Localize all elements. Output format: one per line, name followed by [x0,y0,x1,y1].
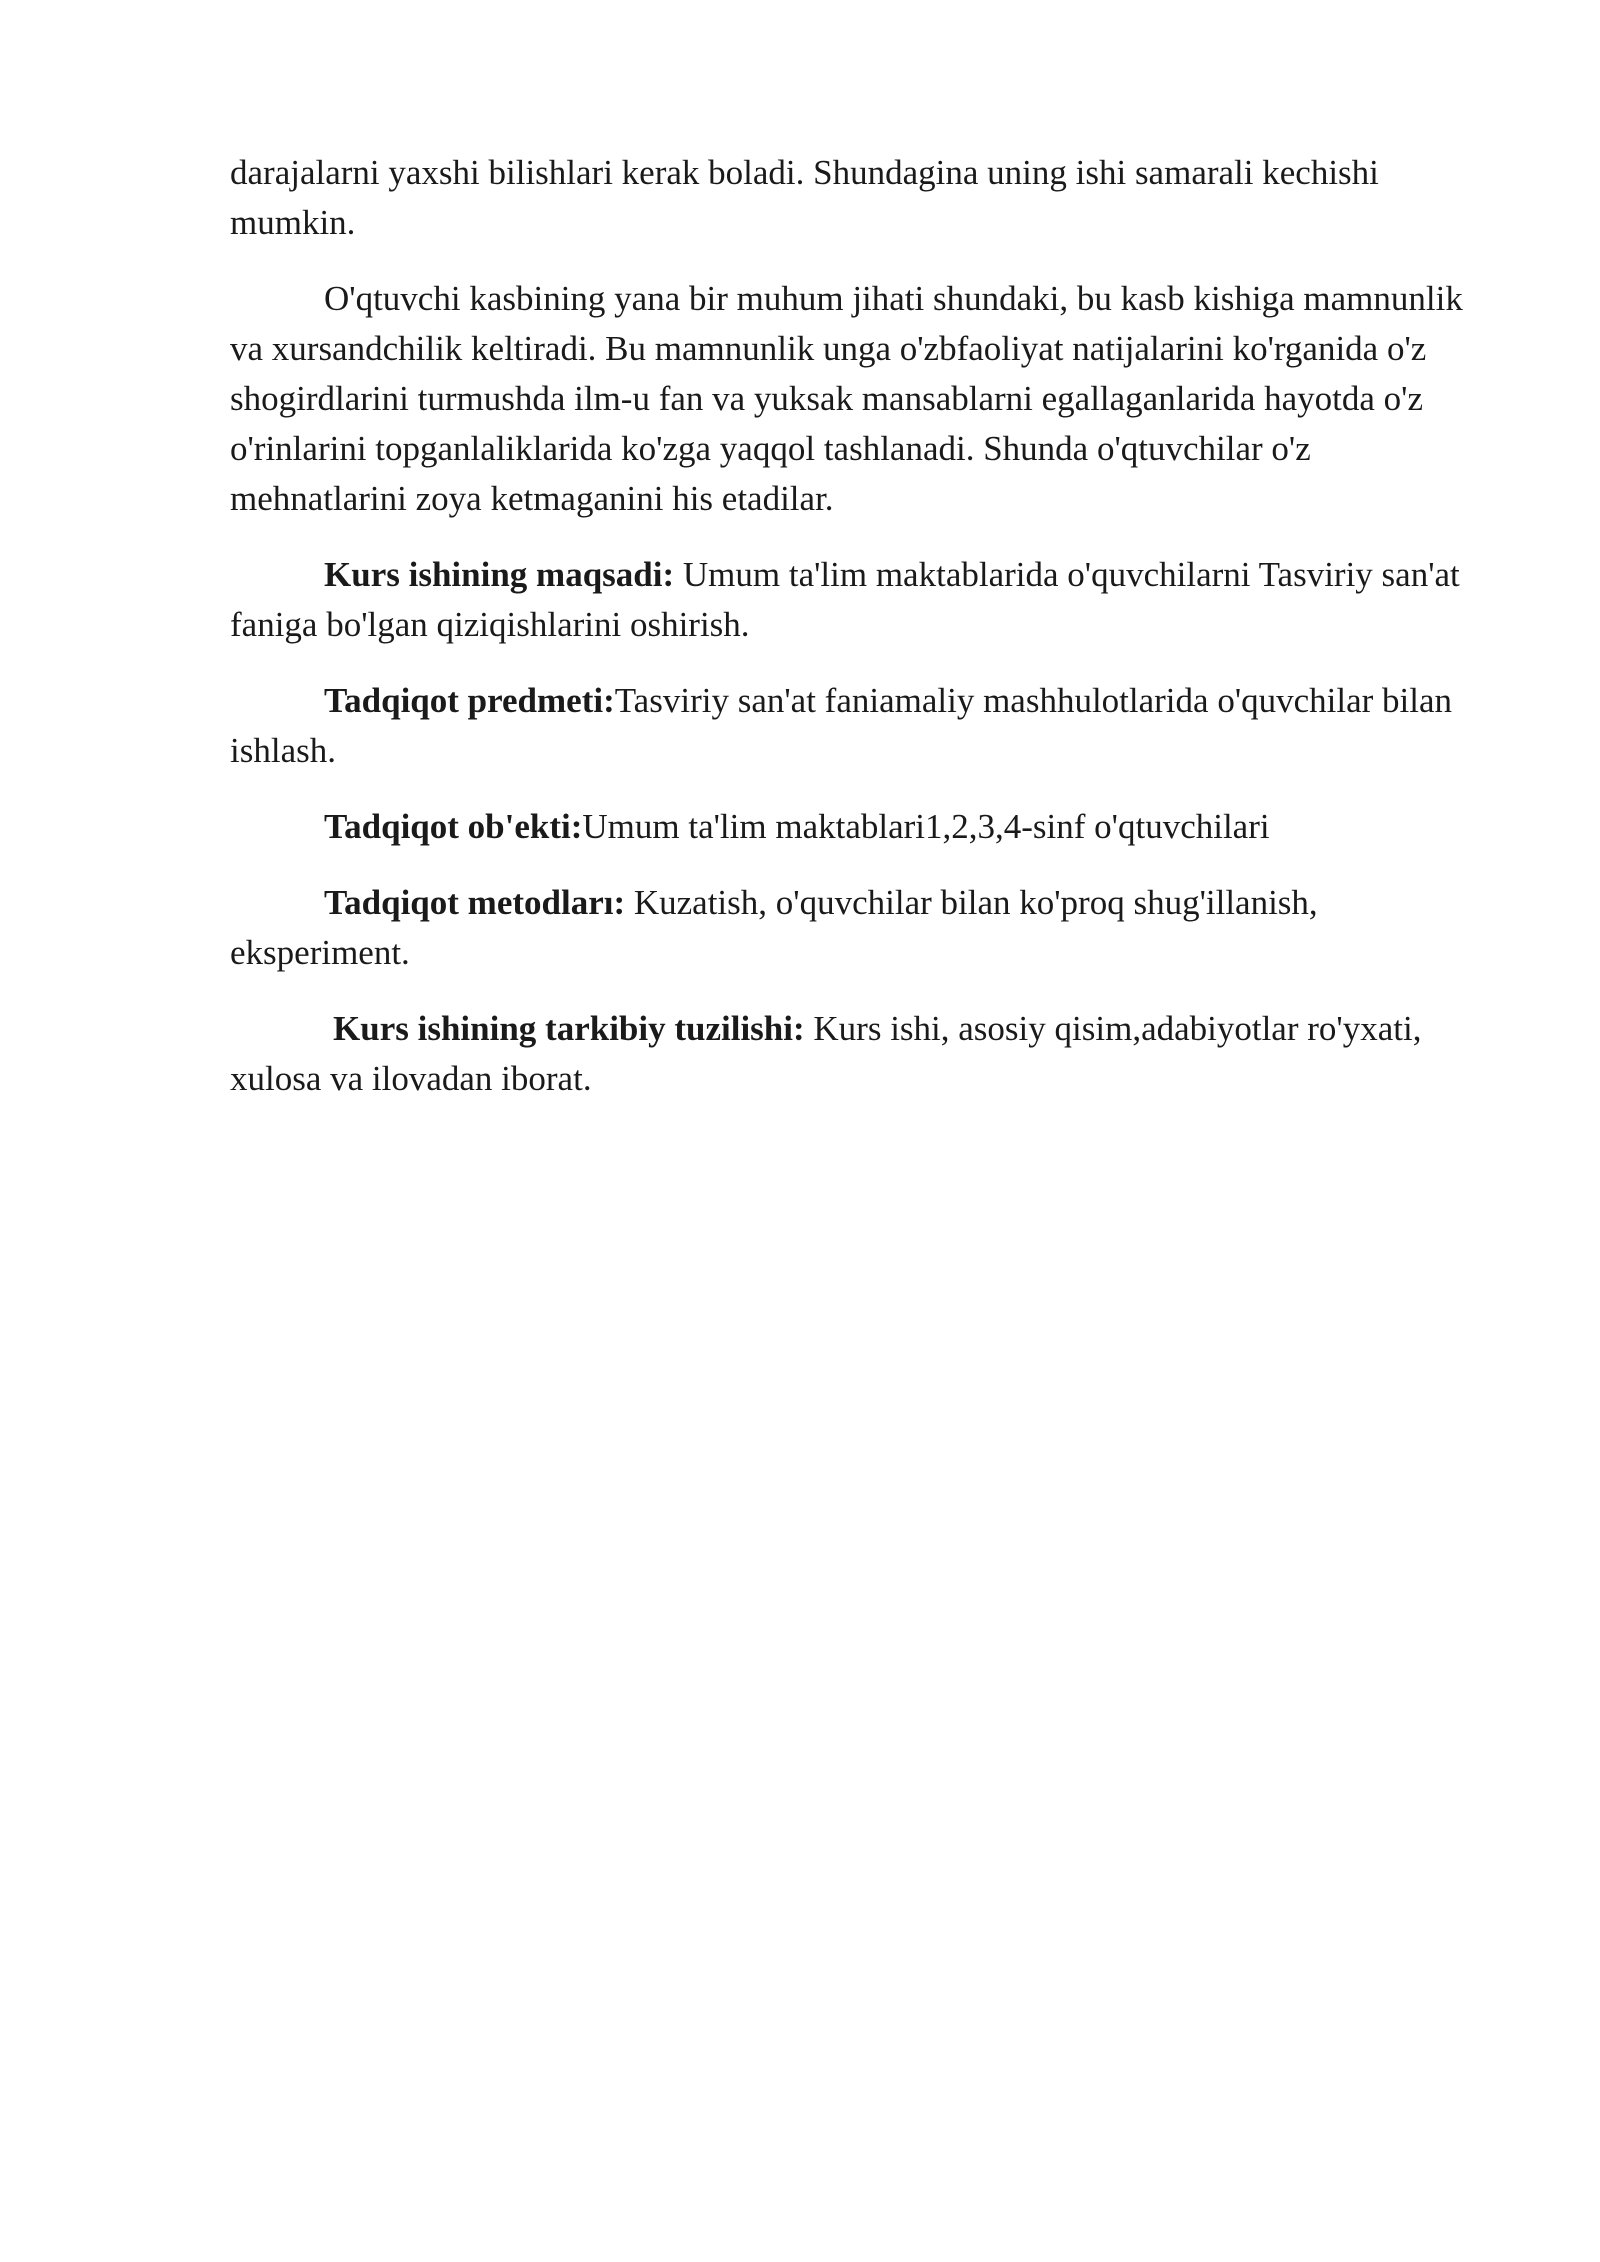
research-subject-label: Tadqiqot predmeti: [324,681,615,720]
paragraph-course-goal [230,550,1492,650]
course-goal-text: Umum ta'lim maktablarida o'quvchilarni Tasviriy san'at faniga bo'lgan qiziqishlarini oshirish. [230,555,1460,644]
paragraph-text: darajalarni yaxshi bilishlari kerak boladi. Shundagina uning ishi samarali kechishi mumkin. [230,153,1379,242]
course-structure-label: Kurs ishining tarkibiy tuzilishi: [333,1009,805,1048]
course-structure-text: Kurs ishi, asosiy qisim,adabiyotlar ro'yxati, xulosa va ilovadan iborat. [230,1009,1422,1098]
research-object-label: Tadqiqot ob'ekti: [324,807,583,846]
paragraph-text: O'qtuvchi kasbining yana bir muhum jihati shundaki, bu kasb kishiga mamnunlik va xursandchilik keltiradi. Bu mamnunlik unga o'zbfaoliyat natijalarini ko'rganida o'z shogirdlarini turmushda ilm-u fan va yuksak mansablarni egallaganlarida hayotda o'z o'rinlarini topganlaliklarida ko'zga yaqqol tashlanadi. Shunda o'qtuvchilar o'z mehnatlarini zoya ketmaganini his etadilar. [230,279,1463,518]
research-subject-text: Tasviriy san'at faniamaliy mashhulotlarida o'quvchilar bilan ishlash. [230,681,1453,770]
paragraph-research-subject [230,676,1492,776]
research-object-text: Umum ta'lim maktablari1,2,3,4-sinf o'qtuvchilari [582,807,1270,846]
paragraph-research-object [230,802,1492,852]
paragraph-continuation [230,148,1492,248]
research-methods-text: Kuzatish, o'quvchilar bilan ko'proq shug'illanish, eksperiment. [230,883,1318,972]
research-methods-label: Tadqiqot metodları: [324,883,626,922]
document-page [230,148,1492,1130]
paragraph-research-methods [230,878,1492,978]
paragraph-teacher-profession [230,274,1492,524]
course-goal-label: Kurs ishining maqsadi: [324,555,675,594]
paragraph-course-structure [230,1004,1492,1104]
